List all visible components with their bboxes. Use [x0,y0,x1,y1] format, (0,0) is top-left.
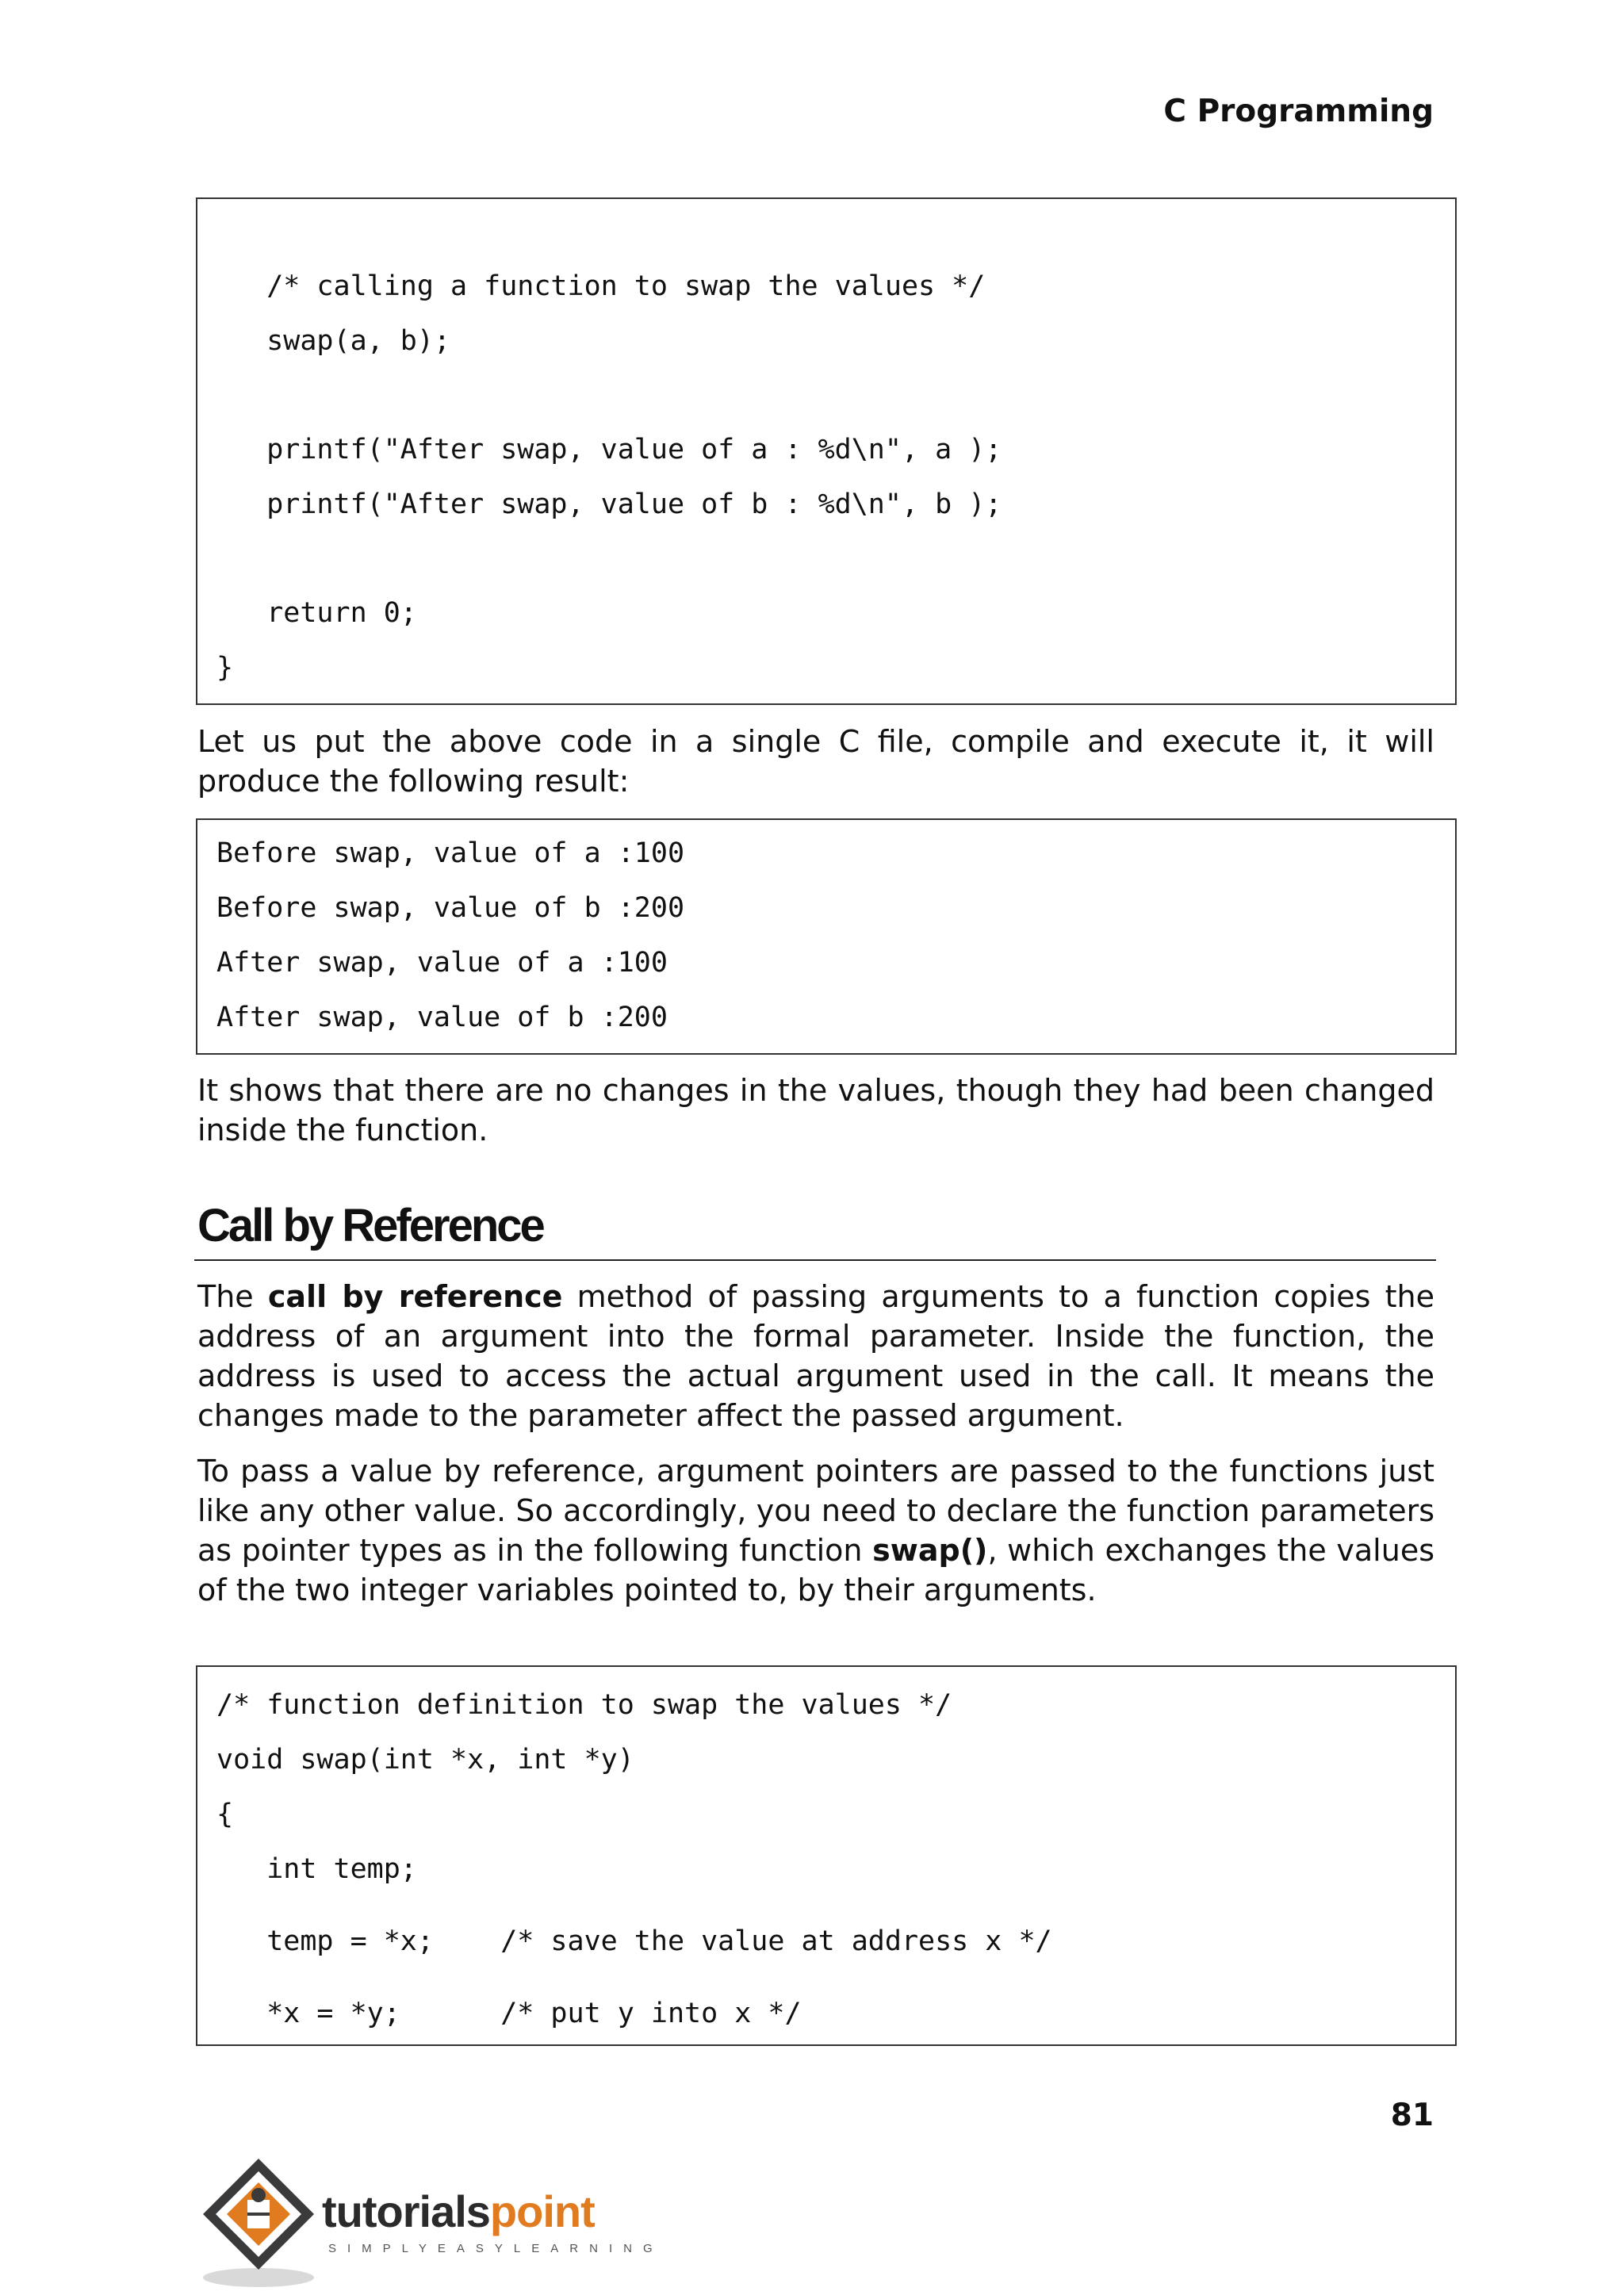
paragraph-text: Let us put the above code in a single C file, compile and execute it, it will produce the following result: [197,724,1434,799]
paragraph-text: To pass a value by reference, argument pointers are passed to the functions just like any other value. So accordingly, you need to declare the function parameters as pointer types as in the following function [197,1454,1434,1568]
section-title: Call by Reference [197,1200,543,1251]
code-line: int temp; [216,1853,417,1885]
output-line: After swap, value of a :100 [216,947,668,979]
output-line: After swap, value of b :200 [216,1002,668,1033]
code-line: temp = *x; /* save the value at address x */ [216,1925,1052,1957]
paragraph-call-by-reference [197,1277,1434,1435]
term-call-by-reference: call by reference [267,1279,563,1314]
paragraph-text: method of passing arguments to a function copies the address of an argument into the formal parameter. Inside the function, the address is used to access the actual argument used in the call. It means the changes made to the parameter affect the passed argument. [197,1279,1434,1433]
code-line: /* function definition to swap the values */ [216,1689,952,1721]
running-header: C Programming [1163,94,1434,129]
code-line: return 0; [216,597,417,629]
logo-wordmark [322,2186,595,2237]
code-line: swap(a, b); [216,325,451,357]
paragraph-text: The [197,1279,268,1314]
output-line: Before swap, value of a :100 [216,837,685,869]
paragraph-compile-result [197,722,1434,801]
code-line: } [216,652,234,684]
code-line: /* calling a function to swap the values */ [216,270,986,302]
term-swap-function: swap() [872,1533,988,1568]
code-block-swap-definition [196,1665,1457,2046]
section-divider [194,1259,1436,1261]
paragraph-pass-by-reference [197,1451,1434,1610]
code-line: *x = *y; /* put y into x */ [216,1998,802,2029]
code-line: void swap(int *x, int *y) [216,1744,634,1776]
code-line: printf("After swap, value of b : %d\n", b ); [216,489,1002,520]
code-line: { [216,1799,234,1830]
paragraph-text: , which exchanges the values of the two integer variables pointed to, by their arguments. [197,1533,1434,1607]
page-number: 81 [1390,2098,1434,2133]
logo-word-tutorials: tutorials [322,2186,490,2236]
logo-diamond-icon [195,2151,330,2293]
code-line: printf("After swap, value of a : %d\n", a ); [216,434,1002,466]
program-output-block [196,818,1457,1055]
code-block-swap-call [196,197,1457,705]
tutorialspoint-logo [195,2151,664,2293]
logo-tagline: SIMPLYEASYLEARNING [328,2242,664,2255]
paragraph-no-changes [197,1071,1434,1150]
logo-word-point: point [489,2186,595,2236]
output-line: Before swap, value of b :200 [216,892,685,924]
paragraph-text: It shows that there are no changes in the values, though they had been changed inside the function. [197,1073,1434,1148]
